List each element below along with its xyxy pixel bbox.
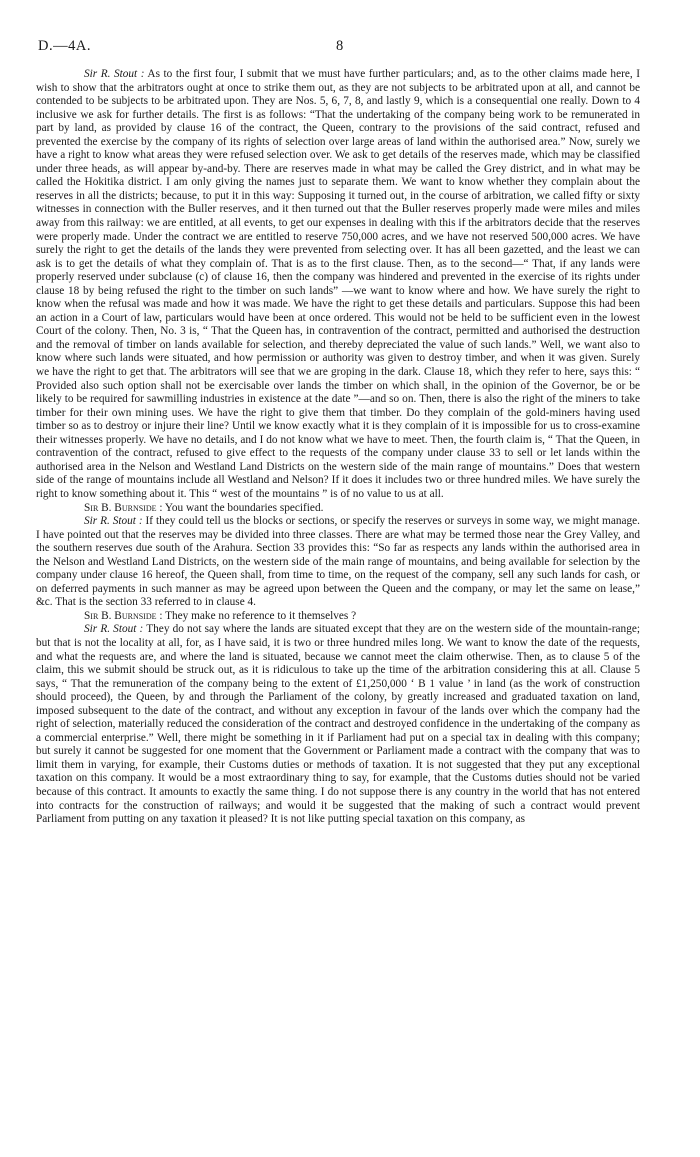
- speaker-name: Sir R. Stout :: [84, 515, 143, 528]
- speaker-name: Sir R. Stout :: [84, 623, 144, 636]
- document-reference: D.—4A.: [38, 38, 91, 54]
- paragraph-text: As to the first four, I submit that we must have further particulars; and, as to the other claims made here, I wish to show that the arbitrators ought at once to strike them out, as they are not subjects to be arbitrated upon at all, and cannot be contended to be subjects to be arbitrated upon. They are Nos. 5, 6, 7, 8, and lastly 9, which is a consequential one really. Down to 4 inclusive we ask for further details. The first is as follows: “That the undertaking of the company being work to be remunerated in part by land, as provided by clause 16 of the contract, the Queen, contrary to the provisions of the said contract, refused and prevented the exercise by the company of its rights of selection over large areas of land within the authorised area.” Now, surely we have a right to know what areas they were refused selection over. We ask to get details of the reserves made, which may be classified under three heads, as will appear by-and-by. There are reserves made in what may be called the Grey district, and in what may be called the Hokitika district. I am only giving the names just to separate them. We want to know whether they complain about the reserves in all the districts; because, to put it in this way: Supposing it turned out, in the course of arbitration, we called fifty or sixty witnesses in connection with the Buller reserves, and it then turned out that the Buller reserves properly made were miles and miles away from this railway: we are entitled, at all events, to get our expenses in dealing with this if the arbitrators decide that the reserves were properly made. Under the contract we are entitled to reserve 750,000 acres, and we have not reserved 500,000 acres. We have surely the right to get the details of the lands they were prevented from selecting over. It has all been gazetted, and the least we can ask is to get the details of what they complain of. That is as to the first clause. Then, as to the second—“ That, if any lands were properly reserved under subclause (c) of clause 16, then the company was hindered and prevented in the exercise of its rights under clause 18 by being refused the right to the timber on such lands” —we want to know where and how. We have surely the right to know when the refusal was made and how it was made. We have the right to get these details and particulars. Suppose this had been an action in a Court of law, particulars would have been at once ordered. This would not be held to be sufficient even in the lowest Court of the colony. Then, No. 3 is, “ That the Queen has, in contravention of the contract, permitted and authorised the destruction and the removal of timber on lands available for selection, and thereby depreciated the value of such lands.” Well, we want also to know where such lands were situated, and how permission or authority was given to destroy timber, and when it was given. Surely we have the right to get that. The arbitrators will see that we are groping in the dark. Clause 18, which they refer to here, says this: “ Provided also such option shall not be exercisable over lands the timber on which shall, in the opinion of the Governor, be or be likely to be required for sawmilling industries in existence at the date ”—and so on. Then, there is also the right of the miners to take timber for their own mining uses. We have the right to give them that timber. Do they complain of the gold-miners having used timber so as to destroy or injure their line? Until we know exactly what it is they complain of it is impossible for us to cross-examine their witnesses properly. We have no details, and I do not know what we have to meet. Then, the fourth claim is, “ That the Queen, in contravention of the contract, refused to give effect to the requests of the company under clause 33 to sell or let lands within the authorised area in the Nelson and Westland Land Districts on the western side of the main range of mountains.” Does that western side of the range of mountains include all Westland and Nelson? If it does it includes two or three hundred miles. We have surely the right to know something about it. This “ west of the mountains ” is of no value to us at all.: [36, 68, 640, 500]
- paragraph-text: They do not say where the lands are situated except that they are on the western side of the mountain-range; but that is not the locality at all, for, as I have said, it is two or three hundred miles long. We want to know the date of the requests, and what the requests are, and where the land is situated, because we cannot meet the claim otherwise. Then, as to clause 5 of the claim, this we submit should be struck out, as it is ridiculous to take up the time of the arbitration considering this at all. Clause 5 says, “ That the remuneration of the company being to the extent of £1,250,000 ‘ B 1 value ’ in land (as the work of construction should proceed), the Queen, by and through the Parliament of the colony, by greatly increased and graduated taxation on land, imposed subsequent to the date of the contract, and without any exception in favour of the lands over which the company had the right of selection, materially reduced the consideration of the contract and destroyed confidence in the undertaking of the company as a commercial enterprise.” Well, there might be something in it if Parliament had put on a special tax in dealing with this company; but surely it cannot be suggested for one moment that the Government or Parliament made a contract with the company that was to limit them in varying, for example, their Customs duties or methods of taxation. It is not suggested that they put any exceptional taxation on this company. It would be a most extraordinary thing to say, for example, that the Customs duties should not be varied because of this contract. It amounts to exactly the same thing. I do not suppose there is any country in the world that has not entered into contracts for the construction of railways; and would it be suggested that the making of such a contract would prevent Parliament from putting on any taxation it pleased? It is not like putting special taxation on this company, as: [36, 623, 640, 826]
- paragraph: [36, 68, 640, 502]
- page-number: 8: [336, 38, 344, 54]
- paragraph: [36, 623, 640, 826]
- speaker-name: Sir B. Burnside :: [84, 609, 163, 622]
- speaker-name: Sir R. Stout :: [84, 68, 145, 80]
- paragraph: [36, 515, 640, 610]
- speaker-name: Sir B. Burnside :: [84, 501, 163, 514]
- paragraph: [36, 502, 640, 516]
- paragraph-text: If they could tell us the blocks or sections, or specify the reserves or surveys in some way, we might manage. I have pointed out that the reserves may be divided into three classes. There are what may be termed those near the Grey Valley, and the southern reserves due south of the Arahura. Section 33 provides this: “So far as respects any lands within the authorised area in the Nelson and Westland Land Districts, on the western side of the main range of mountains, and being available for selection by the company under clause 16 hereof, the Queen shall, from time to time, on the request of the company, sell any such lands for cash, or on deferred payments in such manner as may be agreed upon between the Queen and the company, or may let the same on lease,” &c. That is the section 33 referred to in clause 4.: [36, 515, 641, 609]
- paragraph: [36, 610, 640, 624]
- page-header: [36, 34, 640, 56]
- paragraph-text: They make no reference to it themselves ?: [165, 609, 357, 622]
- body-text: [36, 68, 640, 827]
- paragraph-text: You want the boundaries specified.: [164, 501, 324, 514]
